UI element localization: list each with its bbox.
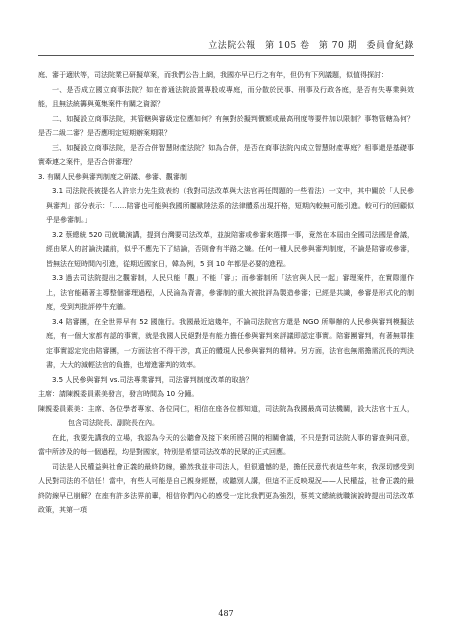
paragraph: 3.5 人民參與審判 vs.司法專業審判，司法審判制度改革的取捨？	[52, 375, 253, 384]
page-number: 487	[218, 609, 234, 618]
paragraph: 司法是人民權益與社會正義的最終防線，雖然我並非司法人，但很遺憾的是，擔任民意代表這些年來，我深切感受到人民對司法的不信任！當中，有些人可能是自己親身經歷，或聽別人講，但這不正反映現況——人民權益，社會正義的最終防線早已崩解？在座有許多法界前輩，相信你們內心的感受一定比我們更為強烈，蔡英文總統就職演說時提出司法改革政策，其第一項	[38, 462, 414, 514]
paragraph: 庭、審于適狀等，司法院業已研擬草案，而我們公告上網，我國亦早已行之有年，但仍有下列議題，似值得探討：	[38, 71, 388, 79]
paragraph: 一、是否成立國立商事法院？如在普通法院設置專股或專庭，而分散於民事、刑事及行政各庭，是否有失專業與效能，且無法統籌與蒐集案件有關之資源？	[38, 85, 414, 108]
issue-label: 第 70 期	[318, 41, 358, 51]
paragraph: 3.4 陪審團，在全世界早有 52 國施行。我國最近這幾年，不論司法院官方還是 NGO 所舉辦的人民參與審判模擬法庭，有一個大家都有認的事實，就是我國人民絕對是有能力擔任參與審判來評議即認定事實。陪審團審判，有著無罪推定事實認定完由陪審團，一方面法官不得干涉，真正的體現人民參與審判的精神。另方面，法官也無需擔需沉長的判決書，大大的減輕法官的負擔，也增進審判的效率。	[46, 317, 414, 369]
paragraph: 3.2 蔡總統 520 司就職演講，提到台灣要司法改革，並說陪審或參審來選擇一事，竟然在本屆由全國司法國是會議，經由眾人的討論決議前，似乎不應先下了結論，否則會有半路之嫌。任何一種人民參與審判制度，不論是陪審或參審，皆無法在短時間內引進，從期近國家日，韓為例，5 到 10 年都是必要的進程。	[46, 230, 414, 268]
paragraph: 3.1 司法院長被提名人許宗力先生致表約（我對司法改革與大法官再任問題的一些看法）一文中，其中關於「人民參與審判」部分表示：「……陪審也可能與我國所屬歐陸法系的法律體系出現扞格，短期內較無可能引進。較可行的回顧似乎是參審制。」	[46, 187, 414, 224]
paragraph: 三、如擬設立商事法院，是否合併智慧財產法院？如為合併，是否在商事法院內成立智慧財產專庭？相事還是基礎事實牽連之案件，是否合併審理？	[38, 143, 414, 166]
document-body	[38, 68, 414, 594]
volume-label: 第 105 卷	[265, 41, 310, 51]
paragraph: 在此，我要先講我的立場，我認為今天的公聽會及接下來所將召開的相關會議，不只是對司法院人事的審查與同意，當中所涉及的每一個過程，均是對國家，特別是希望司法改革的民眾的正式回應。	[38, 433, 414, 456]
section-heading: 3. 有關人民參與審判制度之研議、參審、觀審制	[38, 172, 187, 181]
header-rule	[38, 55, 414, 56]
paragraph: 3.3 過去司法院提出之觀審制，人民只能「觀」不能「審」；而參審制所「法官與人民一起」審理案件，在實際運作上，法官能藉著主導整個審理過程，人民淪為背書，參審制的重大被批評為製造參審；已經是共識，參審是形式化的制度，受到判批評停牛充牆。	[46, 274, 414, 311]
speaker-remark: 陳親委員素美：主席、各位學者專家、各位同仁，相信在座各位都知道，司法院為我國最高司法機關，設大法官十五人，包含司法院長、副院長在內。	[38, 404, 414, 427]
chair-remark: 主席：請陳親委員素美發言，發言時間為 10 分鐘。	[38, 390, 199, 398]
publication-title: 立法院公報	[208, 41, 256, 51]
page-header	[202, 38, 414, 51]
paragraph: 二、如擬設立商事法院，其管轄與審級定位應如何？有無對於擬判價額或最高刑度等要件加以限制？事物管轄為何？是否二級二審？是否應明定短期辦案期限？	[38, 114, 414, 137]
section-label: 委員會紀錄	[366, 41, 414, 51]
